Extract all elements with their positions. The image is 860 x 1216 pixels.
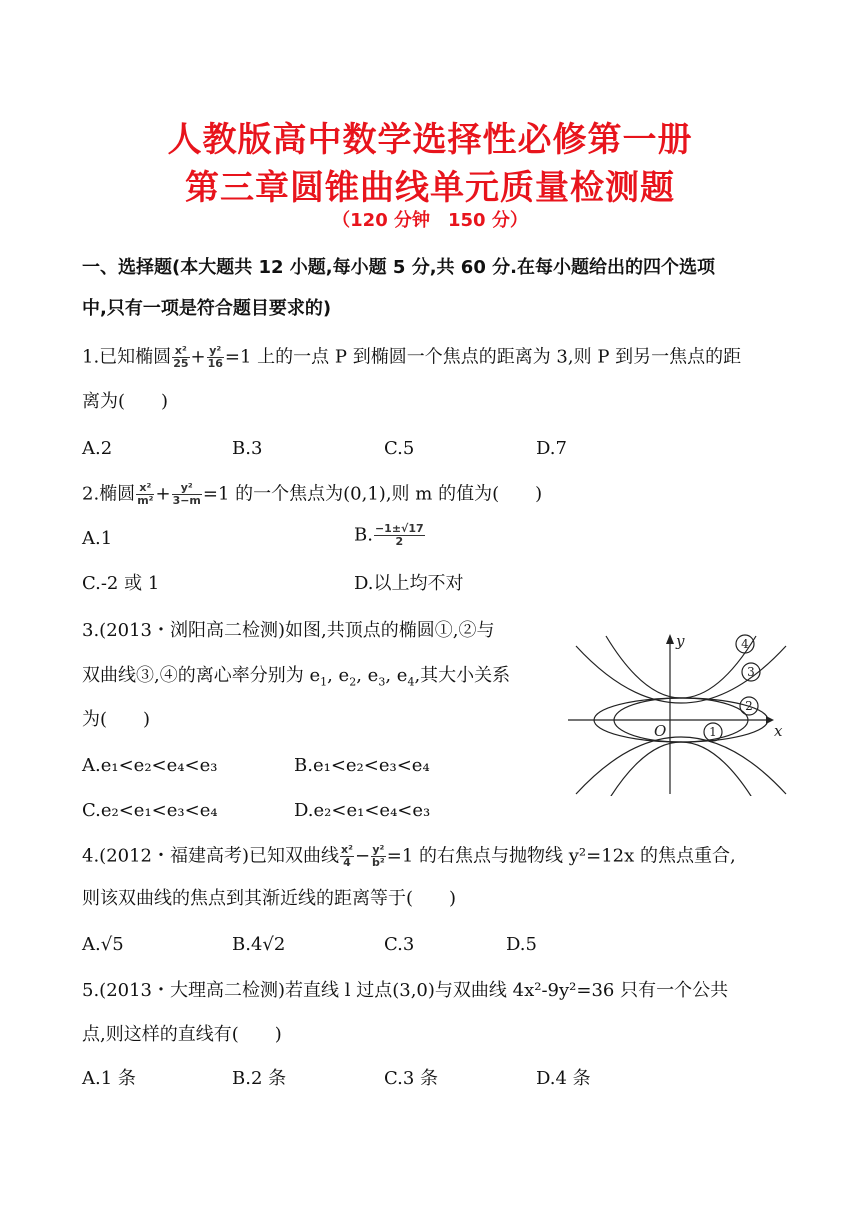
section-heading-line2: 中,只有一项是符合题目要求的)	[82, 298, 332, 319]
question-3-line1: 3.(2013・浏阳高二检测)如图,共顶点的椭圆①,②与	[82, 620, 495, 641]
q3-option-d: D.e₂<e₁<e₄<e₃	[294, 800, 431, 821]
q1-option-b: B.3	[232, 438, 263, 459]
q2-option-b	[354, 523, 426, 548]
q4-frac2-num: y²	[372, 843, 385, 856]
q2-plus: +	[155, 483, 171, 505]
q1-frac2-num: y²	[207, 345, 224, 358]
q4-minus: −	[354, 845, 371, 867]
q4-option-c: C.3	[384, 934, 415, 955]
origin-label: O	[654, 722, 667, 740]
q1-frac1-num: x²	[172, 345, 189, 358]
question-3-line3: 为( )	[82, 709, 151, 730]
q1-frac2-den: 16	[207, 357, 223, 370]
hyperbola-3-lower	[576, 737, 786, 794]
q5-option-b: B.2 条	[232, 1068, 287, 1089]
q4-option-d: D.5	[506, 934, 537, 955]
q2-frac1-den: m²	[137, 494, 154, 507]
q2-fraction-x	[136, 482, 154, 507]
q2-option-b-fraction	[374, 523, 425, 548]
question-1-line2: 离为( )	[82, 391, 169, 412]
q4-suffix: =1 的右焦点与抛物线 y²=12x 的焦点重合,	[386, 845, 736, 867]
q4-frac2-den: b²	[372, 856, 385, 869]
section-heading-line1: 一、选择题(本大题共 12 小题,每小题 5 分,共 60 分.在每小题给出的四个选项	[82, 257, 715, 278]
q2-option-a: A.1	[82, 528, 113, 549]
q1-prefix: 1.已知椭圆	[82, 346, 172, 368]
y-axis-label: y	[676, 632, 685, 650]
q1-option-a: A.2	[82, 438, 113, 459]
q4-fraction-y	[371, 844, 386, 869]
q2-fraction-y	[172, 482, 202, 507]
q1-fraction-x	[172, 345, 189, 370]
q1-fraction-y	[207, 345, 224, 370]
q5-option-a: A.1 条	[82, 1068, 136, 1089]
q2-option-b-prefix: B.	[354, 524, 373, 546]
q2-option-b-num: −1±√17	[374, 522, 424, 535]
question-5-line2: 点,则这样的直线有( )	[82, 1024, 282, 1045]
q1-option-c: C.5	[384, 438, 415, 459]
q3-line2-prefix: 双曲线③,④的离心率分别为 e	[82, 665, 321, 686]
conic-sections-figure	[566, 630, 794, 796]
q5-option-d: D.4 条	[536, 1068, 591, 1089]
question-5-line1: 5.(2013・大理高二检测)若直线 l 过点(3,0)与双曲线 4x²-9y²=36 只有一个公共	[82, 980, 729, 1001]
question-4-line2: 则该双曲线的焦点到其渐近线的距离等于( )	[82, 888, 457, 909]
label-1: 1	[709, 725, 717, 739]
document-title-line1: 人教版高中数学选择性必修第一册	[167, 120, 693, 160]
question-1-line1	[82, 345, 741, 370]
q4-option-a: A.√5	[82, 934, 124, 955]
q2-frac2-den: 3−m	[172, 494, 201, 507]
q1-option-d: D.7	[536, 438, 567, 459]
y-axis-arrow	[666, 634, 674, 644]
q1-frac1-den: 25	[173, 357, 189, 370]
q2-frac2-num: y²	[172, 482, 202, 495]
q4-frac1-den: 4	[343, 856, 351, 869]
label-3: 3	[747, 665, 755, 679]
q3-option-c: C.e₂<e₁<e₃<e₄	[82, 800, 218, 821]
q2-suffix: =1 的一个焦点为(0,1),则 m 的值为( )	[202, 483, 543, 505]
q4-prefix: 4.(2012・福建高考)已知双曲线	[82, 845, 340, 867]
time-score-subtitle: （120 分钟 150 分）	[332, 210, 528, 231]
q4-frac1-num: x²	[341, 843, 353, 856]
q2-option-d: D.以上均不对	[354, 573, 464, 594]
label-2: 2	[745, 699, 753, 713]
question-2-line1	[82, 482, 542, 507]
q4-option-b: B.4√2	[232, 934, 286, 955]
q3-option-a: A.e₁<e₂<e₄<e₃	[82, 755, 218, 776]
q1-plus: +	[190, 346, 206, 368]
q3-line2-suffix: ,其大小关系	[414, 665, 511, 686]
q2-frac1-num: x²	[136, 482, 154, 495]
q2-option-c: C.-2 或 1	[82, 573, 160, 594]
q4-fraction-x	[340, 844, 354, 869]
q2-option-b-den: 2	[395, 535, 404, 548]
q5-option-c: C.3 条	[384, 1068, 439, 1089]
q3-option-b: B.e₁<e₂<e₃<e₄	[294, 755, 430, 776]
document-title-line2: 第三章圆锥曲线单元质量检测题	[185, 168, 675, 208]
question-4-line1	[82, 844, 736, 869]
x-axis-label: x	[774, 722, 783, 740]
q2-prefix: 2.椭圆	[82, 483, 136, 505]
hyperbola-4-lower	[606, 742, 756, 796]
question-3-line2: 双曲线③,④的离心率分别为 $e_1$, $e_2$, $e_3$, $e_4$,其大小关系	[82, 665, 511, 689]
label-4: 4	[741, 637, 749, 651]
q1-suffix: =1 上的一点 P 到椭圆一个焦点的距离为 3,则 P 到另一焦点的距	[224, 346, 742, 368]
